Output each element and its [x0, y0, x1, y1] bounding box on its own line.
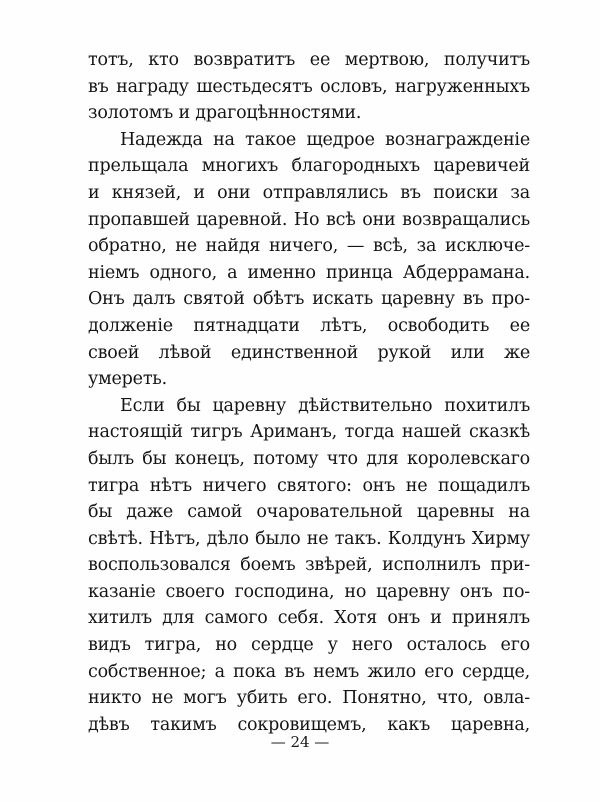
text-line: обратно, не найдя ничего, — всѣ, за исключе- [88, 236, 530, 257]
text-line: воспользовался боемъ звѣрей, исполнилъ при- [88, 555, 530, 576]
text-line: Если бы царевну дѣйствительно похитилъ [120, 395, 530, 416]
text-line: въ награду шестьдесятъ ословъ, нагруженныхъ [88, 76, 530, 97]
text-line: былъ бы конецъ, потому что для королевскаго [88, 448, 530, 469]
text-line: и князей, и они отправлялись въ поиски за [88, 182, 530, 203]
text-line: прельщала многихъ благородныхъ царевичей [88, 156, 530, 177]
text-line: тигра нѣтъ ничего святого: онъ не пощадилъ [88, 475, 530, 496]
paragraph-1 [88, 47, 530, 127]
text-line: никто не могъ убить его. Понятно, что, овла- [88, 688, 530, 709]
text-line: Надежда на такое щедрое вознагражденіе [120, 129, 530, 150]
text-line: собственное; а пока въ немъ жило его сердце, [88, 661, 530, 682]
paragraph-2 [88, 127, 530, 393]
page-number: — 24 — [270, 733, 330, 751]
text-line: пропавшей царевной. Но всѣ они возвращались [88, 209, 530, 230]
text-line: настоящій тигръ Ариманъ, тогда нашей сказкѣ [88, 422, 530, 443]
text-line: бы даже самой очаровательной царевны на [88, 502, 530, 523]
text-line: свѣтѣ. Нѣтъ, дѣло было не такъ. Колдунъ Хирму [88, 528, 530, 549]
text-line: видъ тигра, но сердце у него осталось его [88, 635, 530, 656]
text-line: тотъ, кто возвратитъ ее мертвою, получитъ [88, 50, 530, 70]
text-line: золотомъ и драгоцѣнностями. [88, 103, 362, 124]
text-line: Онъ далъ святой обѣтъ искать царевну въ про- [88, 289, 530, 310]
text-line: ніемъ одного, а именно принца Абдеррамана. [88, 262, 530, 283]
paragraph-3 [88, 393, 530, 739]
text-line: своей лѣвой единственной рукой или же [88, 342, 530, 363]
text-line: дѣвъ такимъ сокровищемъ, какъ царевна, [88, 714, 530, 735]
text-line: хитилъ для самого себя. Хотя онъ и принялъ [88, 608, 530, 629]
text-line: умереть. [88, 369, 167, 390]
body-text [88, 47, 530, 738]
text-line: казаніе своего господина, но царевну онъ по- [88, 581, 530, 602]
text-line: долженіе пятнадцати лѣтъ, освободить ее [88, 315, 530, 336]
